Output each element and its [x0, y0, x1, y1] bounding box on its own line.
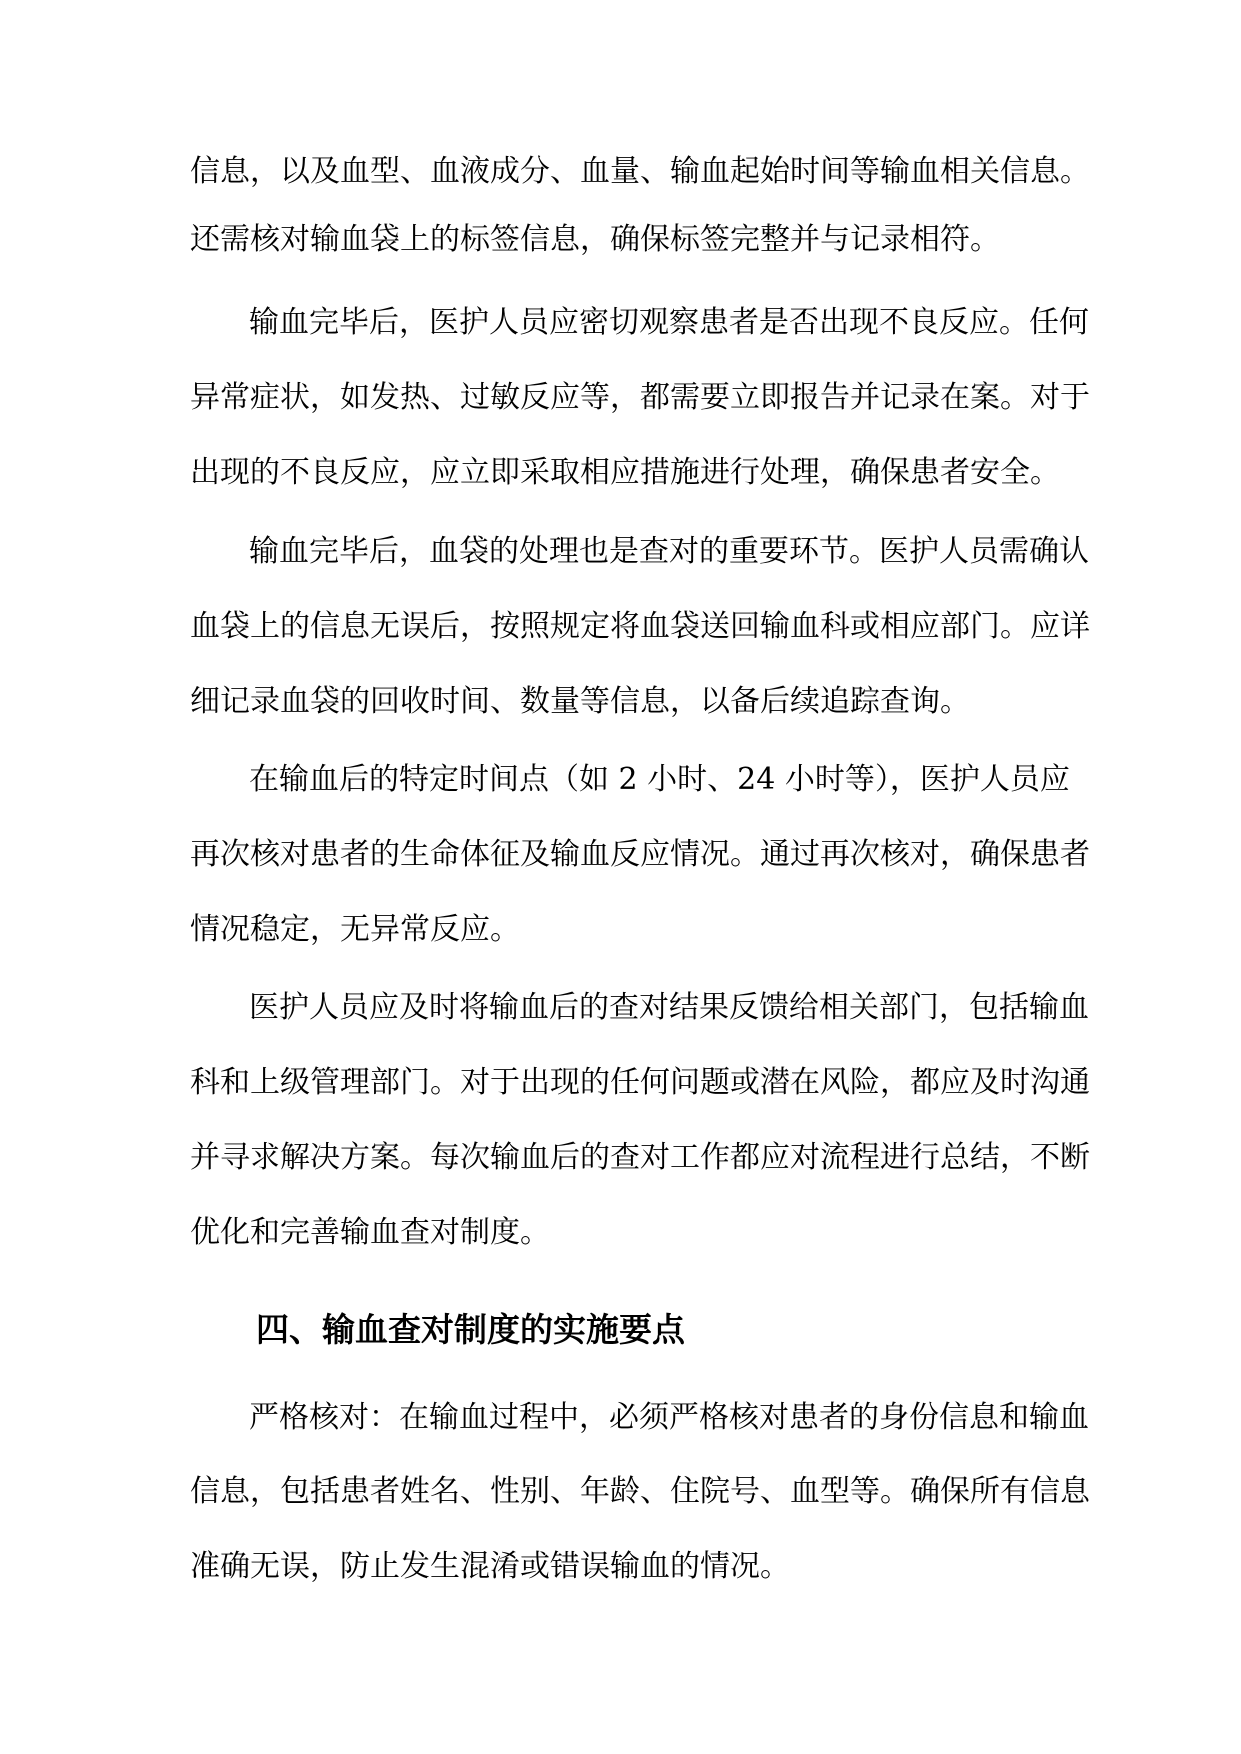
- paragraph-2-line-1: 输血完毕后，医护人员应密切观察患者是否出现不良反应。任何: [249, 305, 1089, 340]
- section-paragraph-line-3: 准确无误，防止发生混淆或错误输血的情况。: [190, 1549, 790, 1584]
- paragraph-1-line-1: 信息，以及血型、血液成分、血量、输血起始时间等输血相关信息。: [190, 154, 1090, 189]
- paragraph-4-line-2: 再次核对患者的生命体征及输血反应情况。通过再次核对，确保患者: [190, 837, 1090, 872]
- paragraph-5-line-1: 医护人员应及时将输血后的查对结果反馈给相关部门，包括输血: [249, 990, 1089, 1025]
- paragraph-5-line-3: 并寻求解决方案。每次输血后的查对工作都应对流程进行总结，不断: [190, 1140, 1090, 1175]
- paragraph-2-line-3: 出现的不良反应，应立即采取相应措施进行处理，确保患者安全。: [190, 455, 1060, 490]
- paragraph-5-line-4: 优化和完善输血查对制度。: [190, 1215, 550, 1250]
- section-paragraph-line-2: 信息，包括患者姓名、性别、年龄、住院号、血型等。确保所有信息: [190, 1474, 1090, 1509]
- paragraph-3-line-1: 输血完毕后，血袋的处理也是查对的重要环节。医护人员需确认: [249, 534, 1089, 569]
- section-paragraph-line-1: 严格核对：在输血过程中，必须严格核对患者的身份信息和输血: [249, 1400, 1089, 1435]
- paragraph-3-line-2: 血袋上的信息无误后，按照规定将血袋送回输血科或相应部门。应详: [190, 609, 1090, 644]
- paragraph-3-line-3: 细记录血袋的回收时间、数量等信息，以备后续追踪查询。: [190, 684, 970, 719]
- section-heading: 四、输血查对制度的实施要点: [256, 1310, 685, 1349]
- paragraph-1-line-2: 还需核对输血袋上的标签信息，确保标签完整并与记录相符。: [190, 222, 1000, 257]
- paragraph-2-line-2: 异常症状，如发热、过敏反应等，都需要立即报告并记录在案。对于: [190, 380, 1090, 415]
- paragraph-5-line-2: 科和上级管理部门。对于出现的任何问题或潜在风险，都应及时沟通: [190, 1065, 1090, 1100]
- paragraph-4-line-3: 情况稳定，无异常反应。: [190, 912, 520, 947]
- paragraph-4-line-1: 在输血后的特定时间点（如 2 小时、24 小时等），医护人员应: [249, 762, 1070, 797]
